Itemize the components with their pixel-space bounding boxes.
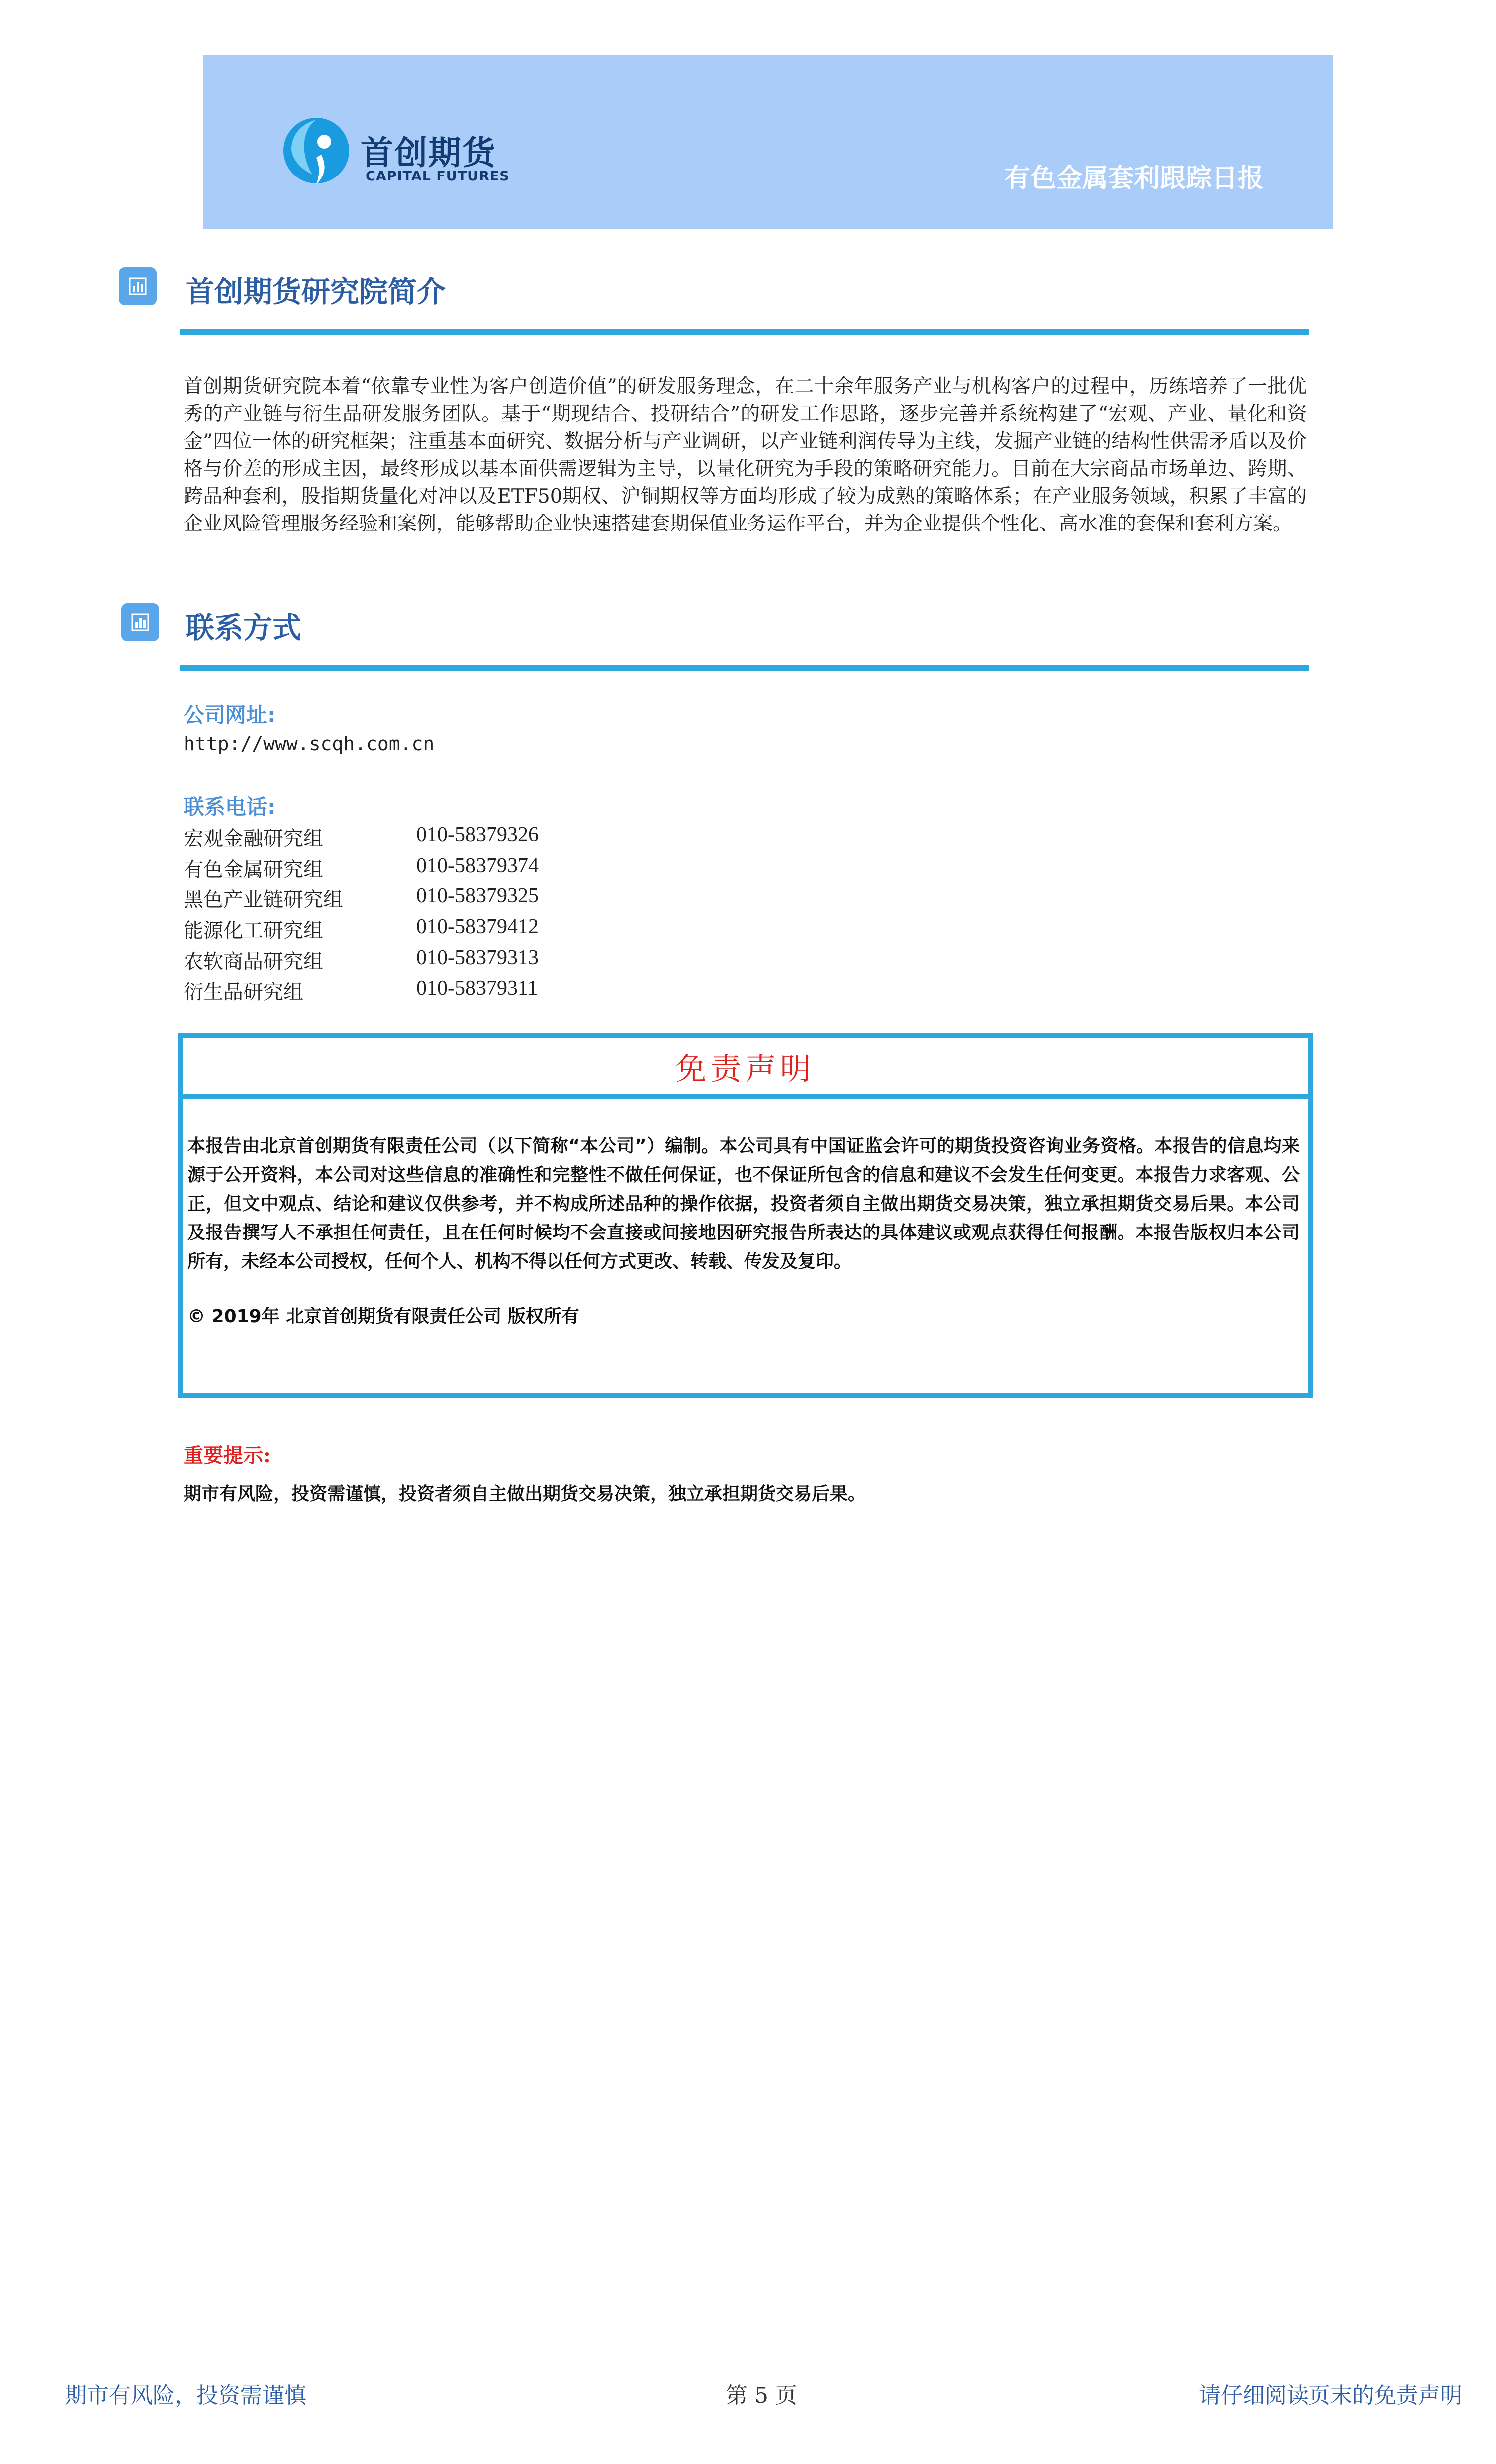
bar-chart-icon <box>121 603 159 641</box>
disclaimer-text: 本报告由北京首创期货有限责任公司（以下简称“本公司”）编制。本公司具有中国证监会许可的期货投资咨询业务资格。本报告的信息均来源于公开资料，本公司对这些信息的准确性和完整性不做任何保证，也不保证所包含的信息和建议不会发生任何变更。本报告力求客观、公正，但文中观点、结论和建议仅供参考，并不构成所述品种的操作依据，投资者须自主做出期货交易决策，独立承担期货交易后果。本公司及报告撰写人不承担任何责任，且在任何时候均不会直接或间接地因研究报告所表达的具体建议或观点获得任何报酬。本报告版权归本公司所有，未经本公司授权，任何个人、机构不得以任何方式更改、转载、传发及复印。 <box>187 1136 1300 1272</box>
bar-chart-icon <box>119 267 157 305</box>
phone-label: 联系电话: <box>184 795 276 819</box>
contact-phone: 010-58379325 <box>416 884 539 907</box>
contact-phone: 010-58379311 <box>416 977 538 1000</box>
section-title-intro: 首创期货研究院简介 <box>186 275 446 309</box>
disclaimer-title: 免责声明 <box>675 1050 815 1087</box>
capital-futures-logo-icon <box>281 110 351 189</box>
footer-left: 期市有风险，投资需谨慎 <box>65 2383 306 2408</box>
contact-row <box>184 946 782 976</box>
logo-text-en: CAPITAL FUTURES <box>366 169 510 184</box>
contact-row <box>184 976 782 1006</box>
copyright-text: © 2019年 北京首创期货有限责任公司 版权所有 <box>187 1306 579 1327</box>
header-banner <box>203 55 1333 229</box>
section-title-contact: 联系方式 <box>186 611 302 645</box>
notice-label: 重要提示: <box>184 1444 271 1467</box>
report-title: 有色金属套利跟踪日报 <box>1004 164 1264 193</box>
contact-group-name: 农软商品研究组 <box>184 950 323 973</box>
contact-group-name: 黑色产业链研究组 <box>184 888 343 911</box>
footer-page-number: 第 5 页 <box>726 2383 797 2408</box>
website-label: 公司网址: <box>184 703 276 727</box>
contact-phone: 010-58379313 <box>416 946 539 969</box>
logo-text-cn: 首创期货 <box>361 134 496 172</box>
notice-text: 期市有风险，投资需谨慎，投资者须自主做出期货交易决策，独立承担期货交易后果。 <box>184 1484 866 1504</box>
disclaimer-box <box>178 1033 1313 1398</box>
website-link[interactable]: http://www.scqh.com.cn <box>184 733 435 755</box>
contact-row <box>184 884 782 914</box>
section-divider <box>180 665 1309 671</box>
contact-phone: 010-58379412 <box>416 915 539 938</box>
contact-group-name: 宏观金融研究组 <box>184 827 323 850</box>
footer-right: 请仔细阅读页末的免责声明 <box>1199 2383 1462 2408</box>
contact-group-name: 衍生品研究组 <box>184 981 303 1004</box>
disclaimer-header <box>183 1038 1308 1099</box>
contact-row <box>184 854 782 883</box>
contact-phone: 010-58379374 <box>416 854 539 877</box>
contact-row <box>184 823 782 853</box>
contact-row <box>184 915 782 945</box>
contact-group-name: 能源化工研究组 <box>184 919 323 942</box>
contact-group-name: 有色金属研究组 <box>184 858 323 881</box>
intro-paragraph: 首创期货研究院本着“依靠专业性为客户创造价值”的研发服务理念，在二十余年服务产业与机构客户的过程中，历练培养了一批优秀的产业链与衍生品研发服务团队。基于“期现结合、投研结合”的研发工作思路，逐步完善并系统构建了“宏观、产业、量化和资金”四位一体的研究框架；注重基本面研究、数据分析与产业调研，以产业链利润传导为主线，发掘产业链的结构性供需矛盾以及价格与价差的形成主因，最终形成以基本面供需逻辑为主导，以量化研究为手段的策略研究能力。目前在大宗商品市场单边、跨期、跨品种套利，股指期货量化对冲以及ETF50期权、沪铜期权等方面均形成了较为成熟的策略体系；在产业服务领域，积累了丰富的企业风险管理服务经验和案例，能够帮助企业快速搭建套期保值业务运作平台，并为企业提供个性化、高水准的套保和套利方案。 <box>184 375 1307 535</box>
contact-phone: 010-58379326 <box>416 823 539 846</box>
section-divider <box>180 329 1309 335</box>
